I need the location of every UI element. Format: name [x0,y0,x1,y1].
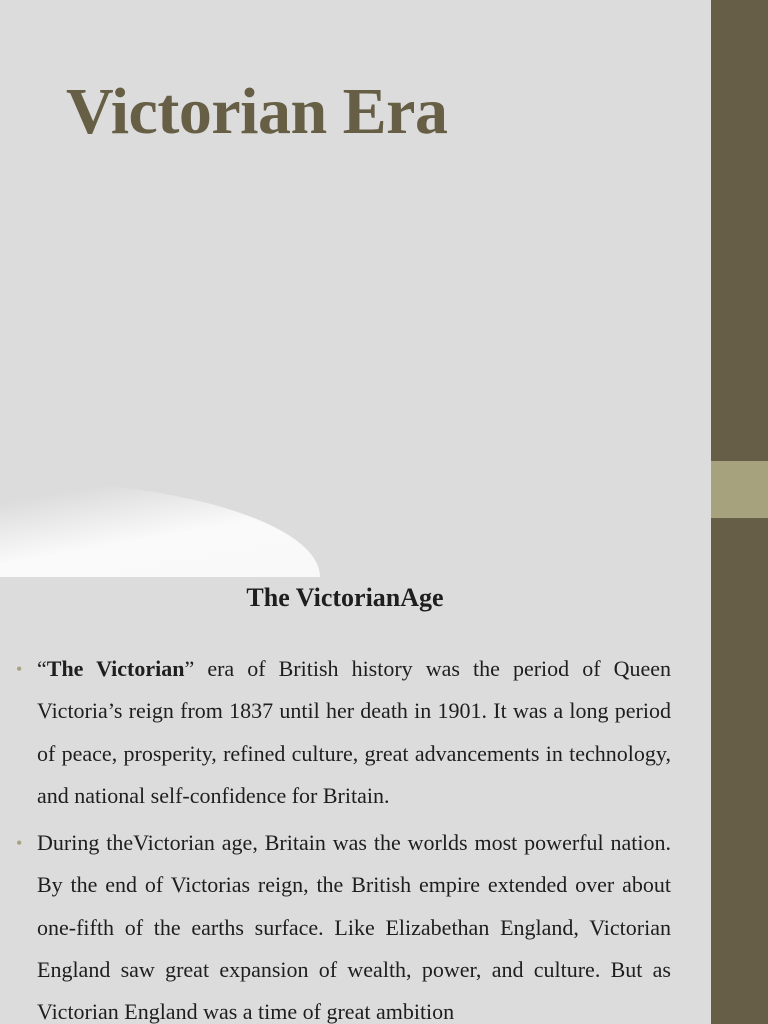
open-quote: “ [37,656,47,681]
decorative-swoosh [0,480,320,577]
bold-term: The Victorian [46,656,185,681]
sidebar-accent-block [711,461,768,518]
section-heading: The VictorianAge [246,583,444,612]
list-item [16,822,671,1024]
bullet-icon: • [16,833,23,854]
list-item [16,648,671,817]
bullet-text: During theVictorian age, Britain was the worlds most powerful nation. By the end of Victorias reign, the British empire extended over about one-fifth of the earths surface. Like Elizabethan England, Victorian England saw great expansion of wealth, power, and culture. But as Victorian England was a time of great ambition [37,830,671,1024]
bullet-list [16,648,671,1024]
bullet-text: ” era of British history was the period of Queen Victoria’s reign from 1837 until her death in 1901. It was a long period of peace, prosperity, refined culture, great advancements in technology, and national self-confidence for Britain. [37,656,672,808]
bullet-icon: • [16,659,23,679]
slide-title: Victorian Era [66,75,448,148]
